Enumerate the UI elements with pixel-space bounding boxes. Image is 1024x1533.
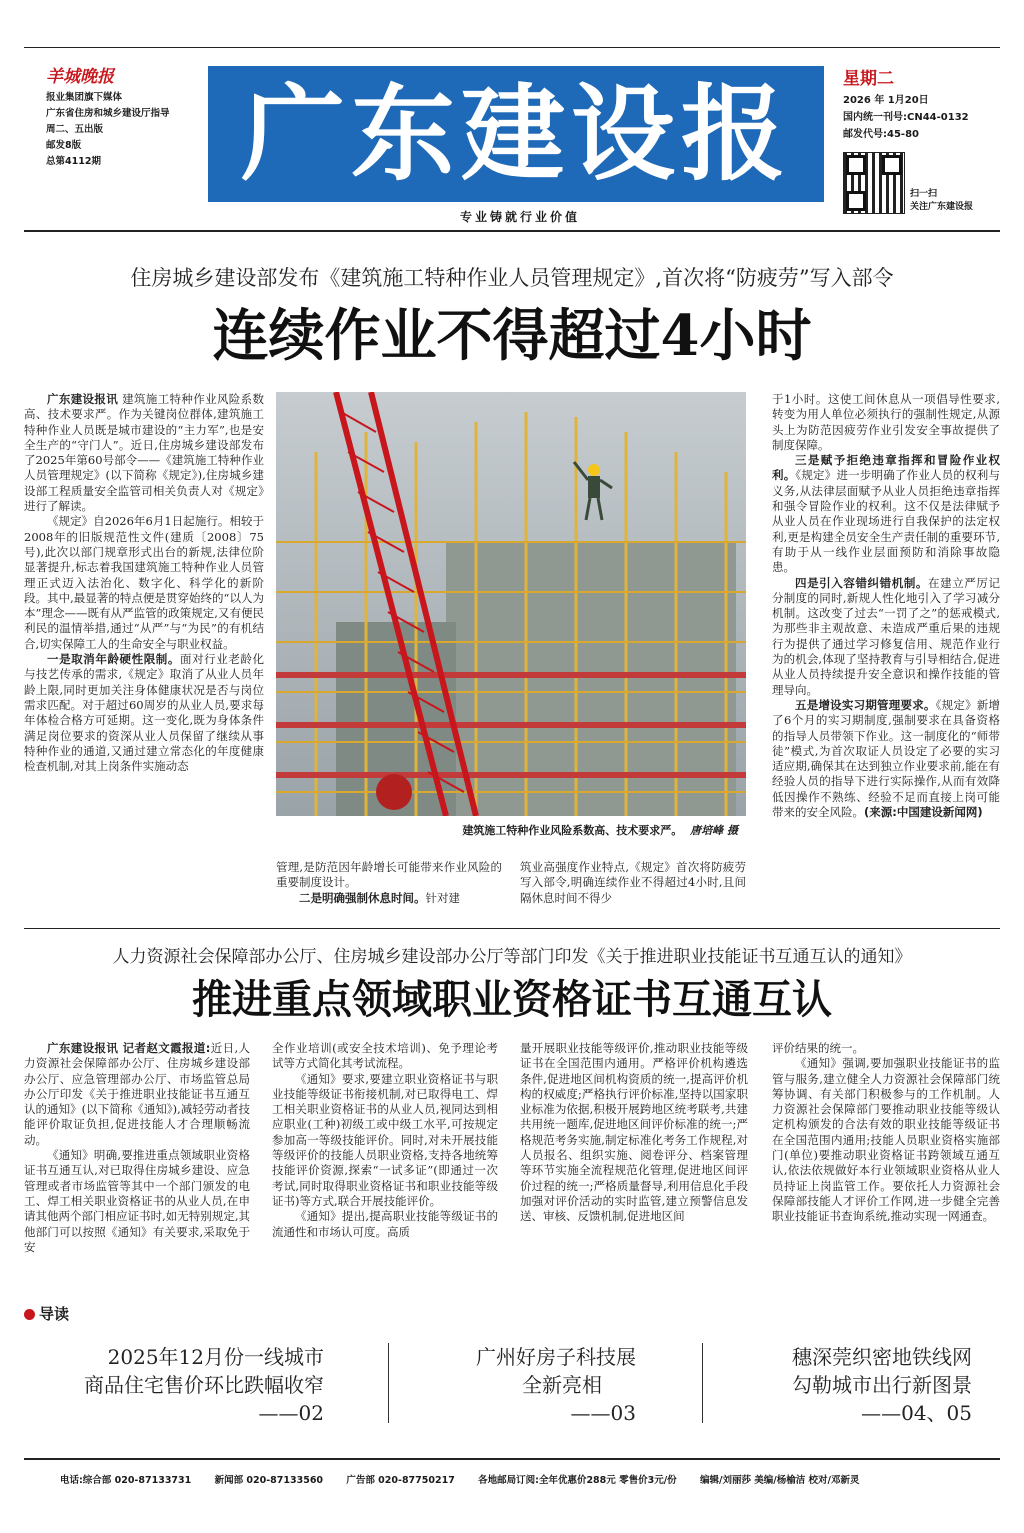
slogan: 专业铸就行业价值 <box>459 210 580 224</box>
guide-label: 导读 <box>24 1303 69 1324</box>
paragraph: 三是赋予拒绝违章指挥和冒险作业权利。《规定》进一步明确了作业人员的权利与义务,从法律层面赋予从业人员拒绝违章指挥和强令冒险作业的权利。这不仅是法律赋予从业人员在作业现场进行自我保护的法定权利,更是构建全员安全生产责任制的重要环节,有助于从一线作业层面预防和消除事故隐患。 <box>772 453 1001 575</box>
story2-headline[interactable]: 推进重点领域职业资格证书互通互认 <box>192 976 832 1023</box>
footer-ads: 广告部 020-87750217 <box>346 1475 455 1486</box>
guide-separator <box>702 1343 703 1423</box>
qr-caption-line: 扫一扫 <box>910 189 938 199</box>
scaffold-illustration <box>276 392 746 816</box>
footer <box>60 1472 1020 1486</box>
paragraph: 五是增设实习期管理要求。《规定》新增了6个月的实习期制度,强制要求在具备资格的指导人员带领下作业。这一制度化的“师带徒”模式,为首次取证人员设定了必要的实习适应期,确保其在达到独立作业要求前,能在有经验人员的指导下进行实际操作,从而有效降低因操作不熟练、经验不足而直接上岗可能带来的安全风险。(来源:中国建设新闻网) <box>772 697 1001 820</box>
paragraph: 全作业培训(或安全技术培训)、免予理论考试等方式简化其考试流程。 <box>272 1041 498 1071</box>
masthead-line: 广东省住房和城乡建设厅指导 <box>46 108 170 119</box>
paragraph: 二是明确强制休息时间。针对建 <box>299 890 460 905</box>
paragraph: 一是取消年龄硬性限制。面对行业老龄化与技艺传承的需求,《规定》取消了从业人员年龄上限,同时更加关注身体健康状况是否与岗位需求匹配。对于超过60周岁的从业人员,要求每年体检合格方可延期。这一变化,既为身体条件满足岗位要求的资深从业人员保留了继续从事特种作业的通道,又通过建立常态化的年度健康检查机制,对其上岗条件实施动态 <box>24 652 265 774</box>
guide-line: 商品住宅售价环比跌幅收窄 <box>84 1373 324 1397</box>
paragraph: 于1小时。这使工间休息从一项倡导性要求,转变为用人单位必须执行的强制性规定,从源头上为防范因疲劳作业引发安全事故提供了制度保障。 <box>772 392 1000 452</box>
masthead-line: 邮发8版 <box>46 140 82 151</box>
masthead-line: 报业集团旗下媒体 <box>46 92 123 103</box>
footer-news: 新闻部 020-87133560 <box>214 1475 324 1486</box>
paragraph: 《通知》明确,要推进重点领域职业资格证书互通互认,对已取得住房城乡建设、应急管理或者市场监管等其中一个部门颁发的电工、焊工相关职业资格证书的从业人员,在申请其他两个部门相应证书时,如无特别规定,其他部门可以按照《通知》有关要求,采取免于安 <box>24 1148 250 1254</box>
paragraph: 《规定》自2026年6月1日起施行。相较于2008年的旧版规范性文件(建质〔2008〕75号),此次以部门规章形式出台的新规,法律位阶显著提升,标志着我国建筑施工特种作业人员管理正式迈入法治化、数字化、科学化的新阶段。其中,最显著的特点便是贯穿始终的“以人为本”理念——既有从严监管的政策规定,又有便民利民的温情举措,通过“从严”与“为民”的有机结合,切实保障工人的生命安全与职业权益。 <box>24 514 264 651</box>
paragraph: 《通知》提出,提高职业技能等级证书的流通性和市场认可度。高质 <box>272 1209 498 1239</box>
cn-number: 国内统一刊号:CN44-0132 <box>843 112 969 123</box>
guide-line: 全新亮相 <box>522 1373 602 1397</box>
guide-line: 穗深莞织密地铁线网 <box>792 1345 972 1369</box>
guide-page: ——02 <box>258 1401 324 1425</box>
guide-page: ——04、05 <box>861 1401 972 1425</box>
story1-column-2 <box>276 860 502 906</box>
paragraph: 《通知》要求,要建立职业资格证书与职业技能等级证书衔接机制,对已取得电工、焊工相关职业资格证书的从业人员,视同达到相应职业(工种)初级工或中级工水平,可按规定参加高一等级技能评价。同时,对未开展技能等级评价的技能人员职业资格,支持各地统筹技能评价资源,探索“一试多证”(即通过一次考试,同时取得职业资格证书和职业技能等级证书)等方式,联合开展技能评价。 <box>272 1071 498 1208</box>
paragraph: 评价结果的统一。 <box>772 1041 864 1055</box>
guide-line: 勾勒城市出行新图景 <box>792 1373 972 1397</box>
story2-kicker: 人力资源社会保障部办公厅、住房城乡建设部办公厅等部门印发《关于推进职业技能证书互通互认的通知》 <box>112 947 912 967</box>
story2-column-2 <box>272 1041 498 1240</box>
qr-caption-line: 关注广东建设报 <box>910 202 974 212</box>
footer-editors: 编辑/刘丽莎 美编/杨榆洁 校对/邓新灵 <box>699 1475 860 1486</box>
source-note: (来源:中国建设新闻网) <box>864 805 983 820</box>
qr-caption <box>910 188 1000 214</box>
paragraph: 量开展职业技能等级评价,推动职业技能等级证书在全国范围内通用。严格评价机构遴选条件,促进地区间机构资质的统一,提高评价机构的权威度;严格执行评价标准,坚持以国家职业标准为依据,积极开展跨地区统考联考,共建共用统一题库,促进地区间评价标准的统一;严格规范考务实施,制定标准化考务工作规程,对人员报名、组织实施、阅卷评分、档案管理等环节实施全流程规范化管理,促进地区间评价过程的统一;严格质量督导,利用信息化手段加强对评价活动的实时监管,建立预警信息发送、审核、反馈机制,促进地区间 <box>520 1041 748 1224</box>
paragraph: 管理,是防范因年龄增长可能带来作业风险的重要制度设计。 <box>276 860 502 890</box>
story1-column-4 <box>772 392 1000 820</box>
guide-item-2[interactable] <box>400 1343 636 1427</box>
story1-column-3 <box>520 860 746 906</box>
qr-code-icon[interactable] <box>843 152 905 214</box>
photo-credit: 唐培峰 摄 <box>690 824 738 837</box>
story2-column-4 <box>772 1041 1000 1225</box>
guide-line: 广州好房子科技展 <box>476 1345 636 1369</box>
guide-line: 2025年12月份一线城市 <box>107 1345 324 1369</box>
paragraph: 四是引入容错纠错机制。在建立严厉记分制度的同时,新规人性化地引入了学习减分机制。这改变了过去“一罚了之”的惩戒模式,为那些非主观故意、未造成严重后果的违规行为提供了通过学习修复信用、规范作业行为的机会,体现了坚持教育与引导相结合,促进从业人员持续提升安全意识和操作技能的管理导向。 <box>772 575 1000 697</box>
masthead-right <box>843 66 993 143</box>
story2-column-3 <box>520 1041 748 1225</box>
paragraph: 广东建设报讯 记者赵文霞报道:近日,人力资源社会保障部办公厅、住房城乡建设部办公厅、应急管理部办公厅、市场监管总局办公厅印发《关于推进职业技能证书互通互认的通知》(以下简称《通知》),减轻劳动者技能评价取证负担,促进技能人才合理顺畅流动。 <box>24 1041 250 1147</box>
top-rule <box>24 47 1000 48</box>
guide-separator <box>388 1343 389 1423</box>
newspaper-title: 广东建设报 <box>208 66 824 202</box>
issue-date: 2026 年 1月20日 <box>843 95 929 106</box>
masthead-line: 周二、五出版 <box>46 124 104 135</box>
paragraph: 筑业高强度作业特点,《规定》首次将防疲劳写入部令,明确连续作业不得超过4小时,且间隔休息时间不得少 <box>520 860 746 905</box>
story1-headline[interactable]: 连续作业不得超过4小时 <box>212 303 812 369</box>
construction-photo <box>276 392 746 816</box>
paragraph: 《通知》强调,要加强职业技能证书的监管与服务,建立健全人力资源社会保障部门统筹协调、有关部门积极参与的工作机制。人力资源社会保障部门要推动职业技能等级认定机构颁发的合法有效的职业技能等级证书在全国范围内通用;技能人员职业资格实施部门(单位)要推动职业资格证书跨领域互通互认,依法依规做好本行业领域职业资格从业人员持证上岗监管工作。要依托人力资源社会保障部技能人才评价工作网,进一步健全完善职业技能证书查询系统,推动实现一网通查。 <box>772 1056 1000 1224</box>
footer-subscribe: 各地邮局订阅:全年优惠价288元 零售价3元/份 <box>478 1475 677 1486</box>
paragraph: 广东建设报讯 建筑施工特种作业风险系数高、技术要求严。作为关键岗位群体,建筑施工特种作业人员既是城市建设的“主力军”,也是安全生产的“守门人”。近日,住房城乡建设部发布了2025年第60号部令——《建筑施工特种作业人员管理规定》(以下简称《规定》),住房城乡建设部工程质量安全监管司相关负责人对《规定》进行了解读。 <box>24 392 265 514</box>
footer-tel: 电话:综合部 020-87133731 <box>60 1475 192 1486</box>
photo-caption <box>276 822 746 838</box>
masthead-rule <box>24 230 1000 232</box>
guide-item-1[interactable] <box>24 1343 324 1427</box>
guide-item-3[interactable] <box>720 1343 972 1427</box>
story2-column-1 <box>24 1041 250 1255</box>
caption-text: 建筑施工特种作业风险系数高、技术要求严。 <box>462 824 683 837</box>
story-divider <box>24 928 1000 929</box>
masthead-line: 总第4112期 <box>46 156 101 167</box>
footer-rule <box>24 1458 1000 1460</box>
parent-logo: 羊城晚报 <box>46 67 114 87</box>
masthead-left <box>46 66 206 170</box>
story1-column-1 <box>24 392 264 774</box>
weekday: 星期二 <box>843 69 894 89</box>
guide-page: ——03 <box>570 1401 636 1425</box>
story1-kicker: 住房城乡建设部发布《建筑施工特种作业人员管理规定》,首次将“防疲劳”写入部令 <box>130 266 894 290</box>
postal-code: 邮发代号:45-80 <box>843 129 919 140</box>
red-dot-icon <box>24 1309 35 1320</box>
